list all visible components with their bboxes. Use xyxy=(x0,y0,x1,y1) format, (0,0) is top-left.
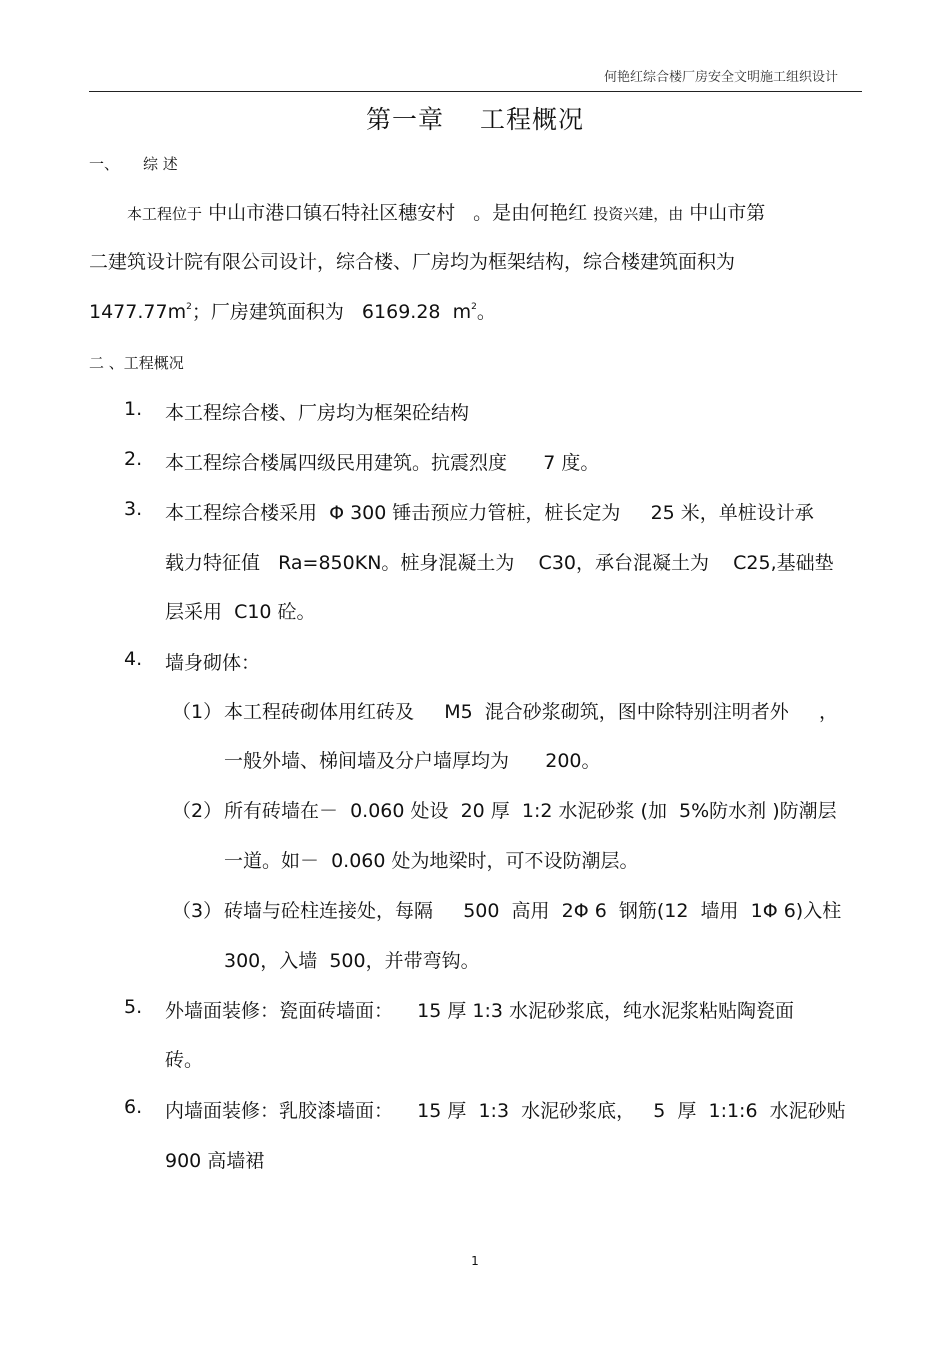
subitem-3-number: （3） xyxy=(172,900,223,922)
header-rule xyxy=(89,91,862,92)
item-6-line-1: 内墙面装修：乳胶漆墙面： 15 厚 1:3 水泥砂浆底， 5 厚 1:1:6 水泥砂贴 xyxy=(165,1100,846,1122)
item-5-line-2: 砖。 xyxy=(165,1049,204,1071)
section1-line1 xyxy=(127,198,765,225)
item-2-line-1: 本工程综合楼属四级民用建筑。抗震烈度 7 度。 xyxy=(165,452,600,474)
item-3-line-3: 层采用 C10 砼。 xyxy=(165,601,316,623)
section1-line1-prefix: 本工程位于 xyxy=(127,205,203,223)
item-4-line-1: 墙身砌体： xyxy=(165,652,261,674)
item-5-number: 5. xyxy=(124,996,143,1018)
item-5-line-1: 外墙面装修：瓷面砖墙面： 15 厚 1:3 水泥砂浆底，纯水泥浆粘贴陶瓷面 xyxy=(165,1000,795,1022)
area-text-2: ；厂房建筑面积为 6169.28 m xyxy=(191,301,472,323)
subitem-1-line-1: 本工程砖砌体用红砖及 M5 混合砂浆砌筑，图中除特别注明者外 ， xyxy=(224,701,838,723)
subitem-3-line-1: 砖墙与砼柱连接处，每隔 500 高用 2Φ 6 钢筋(12 墙用 1Φ 6)入柱 xyxy=(224,900,842,922)
section1-heading xyxy=(89,153,178,174)
item-2-number: 2. xyxy=(124,448,143,470)
section1-heading-text: 综 述 xyxy=(143,155,178,173)
subitem-2-line-1: 所有砖墙在－ 0.060 处设 20 厚 1:2 水泥砂浆 (加 5%防水剂 )防潮层 xyxy=(224,800,837,822)
section1-line1-main: 中山市港口镇石特社区穗安村 。是由何艳红 xyxy=(208,202,588,224)
area-value-1: 1477.77m xyxy=(89,301,187,323)
chapter-title xyxy=(0,100,950,136)
item-6-number: 6. xyxy=(124,1096,143,1118)
item-3-line-1: 本工程综合楼采用 Φ 300 锤击预应力管桩，桩长定为 25 米，单桩设计承 xyxy=(165,502,814,524)
running-header: 何艳红综合楼厂房安全文明施工组织设计 xyxy=(603,70,838,85)
item-3-line-2: 载力特征值 Ra=850KN。桩身混凝土为 C30，承台混凝土为 C25,基础垫 xyxy=(165,552,834,574)
item-3-number: 3. xyxy=(124,498,143,520)
area-superscript-2: 2 xyxy=(471,302,477,312)
subitem-3-line-2: 300，入墙 500，并带弯钩。 xyxy=(224,950,480,972)
item-4-number: 4. xyxy=(124,648,143,670)
section1-line1-end: 中山市第 xyxy=(689,202,766,224)
chapter-number: 第一章 xyxy=(365,105,444,134)
subitem-1-line-2: 一般外墙、梯间墙及分户墙厚均为 200。 xyxy=(224,750,601,772)
area-superscript-1: 2 xyxy=(186,302,192,312)
chapter-name: 工程概况 xyxy=(480,105,585,134)
section1-heading-num: 一、 xyxy=(89,155,120,173)
page-number: 1 xyxy=(471,1254,479,1268)
section1-line1-mid: 投资兴建，由 xyxy=(593,205,684,223)
subitem-1-number: （1） xyxy=(172,701,223,723)
item-1-line-1: 本工程综合楼、厂房均为框架砼结构 xyxy=(165,402,470,424)
section1-line2: 二建筑设计院有限公司设计，综合楼、厂房均为框架结构，综合楼建筑面积为 xyxy=(89,251,736,273)
item-6-line-2: 900 高墙裙 xyxy=(165,1150,265,1172)
subitem-2-line-2: 一道。如－ 0.060 处为地梁时，可不设防潮层。 xyxy=(224,850,639,872)
area-end: 。 xyxy=(476,301,496,323)
subitem-2-number: （2） xyxy=(172,800,223,822)
item-1-number: 1. xyxy=(124,398,143,420)
section2-heading: 二 、工程概况 xyxy=(89,354,184,372)
section1-line3 xyxy=(89,297,496,324)
